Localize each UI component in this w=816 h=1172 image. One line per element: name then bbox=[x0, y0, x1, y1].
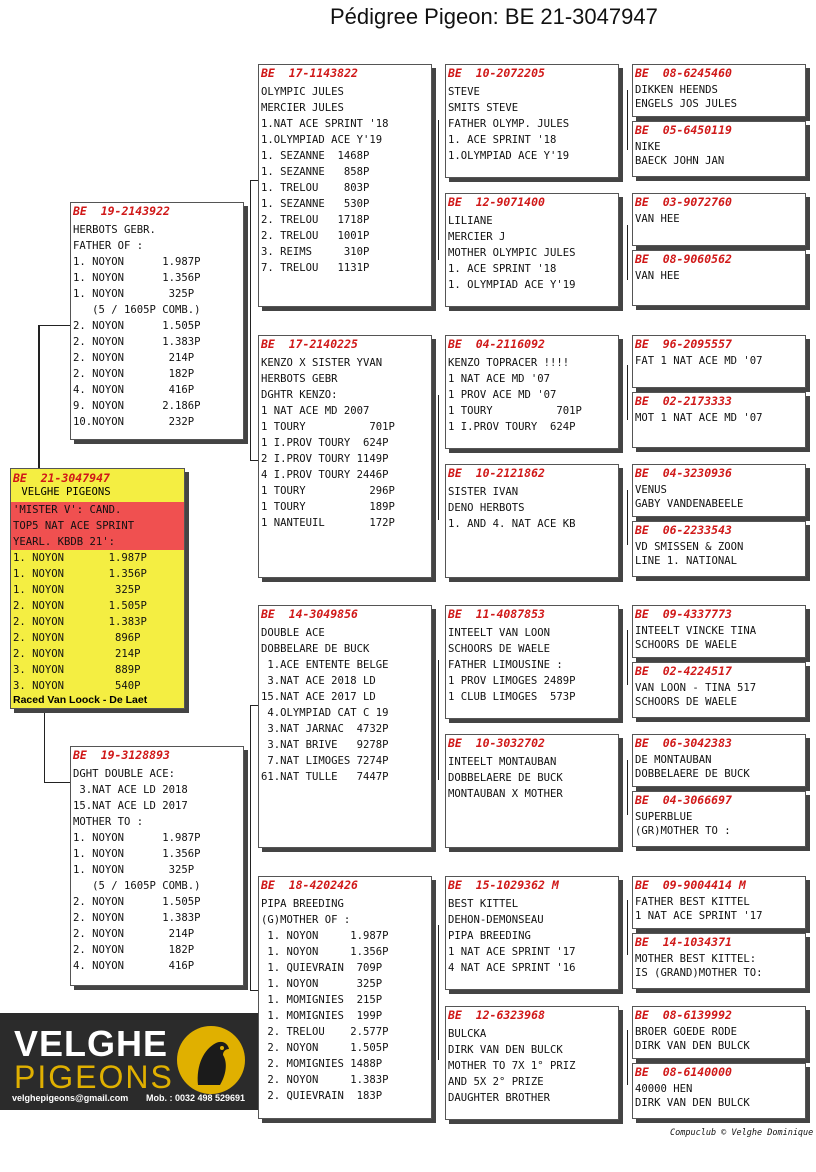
info-lines bbox=[633, 137, 805, 168]
info-lines bbox=[71, 762, 243, 974]
info-lines bbox=[446, 621, 618, 705]
info-lines bbox=[446, 480, 618, 532]
maternal-grandfather-card[interactable] bbox=[258, 605, 432, 848]
ancestor-card[interactable] bbox=[445, 734, 619, 848]
connector bbox=[250, 460, 258, 461]
ancestor-card[interactable] bbox=[632, 734, 806, 787]
connector bbox=[250, 990, 258, 991]
info-line: MOTHER OLYMPIC JULES bbox=[448, 247, 576, 259]
info-line: VAN HEE bbox=[635, 213, 680, 225]
info-line: AND 5X 2° PRIZE bbox=[448, 1076, 544, 1088]
result-line: 2. NOYON 896P bbox=[13, 632, 141, 644]
info-line: 1. NOYON 325P bbox=[73, 288, 195, 300]
connector bbox=[438, 660, 439, 780]
info-line: 3.NAT ACE 2018 LD bbox=[261, 675, 376, 687]
ring-number: BE 11-4087853 bbox=[448, 607, 545, 621]
info-line: FAT 1 NAT ACE MD '07 bbox=[635, 355, 763, 367]
result-line: 2. NOYON 1.505P bbox=[13, 600, 147, 612]
connector bbox=[38, 325, 40, 470]
info-lines bbox=[633, 537, 805, 568]
father-card[interactable] bbox=[70, 202, 244, 440]
info-line: 10.NOYON 232P bbox=[73, 416, 195, 428]
info-lines bbox=[633, 408, 805, 425]
info-line: 2. NOYON 1.383P bbox=[73, 336, 201, 348]
ancestor-card[interactable] bbox=[632, 1063, 806, 1119]
ancestor-card[interactable] bbox=[632, 933, 806, 989]
info-line: 1. NOYON 325P bbox=[73, 864, 195, 876]
info-line: 4. NOYON 416P bbox=[73, 384, 195, 396]
info-line: 2. NOYON 182P bbox=[73, 944, 195, 956]
info-line: LINE 1. NATIONAL bbox=[635, 555, 738, 567]
info-line: 4.OLYMPIAD CAT C 19 bbox=[261, 707, 389, 719]
owner-name: VELGHE PIGEONS bbox=[15, 486, 111, 498]
info-line: 1 TOURY 701P bbox=[448, 405, 582, 417]
ancestor-card[interactable] bbox=[445, 464, 619, 578]
info-line: 61.NAT TULLE 7447P bbox=[261, 771, 389, 783]
info-line: 2. NOYON 1.505P bbox=[73, 320, 201, 332]
info-line: 2. TRELOU 1718P bbox=[261, 214, 370, 226]
info-line: 7.NAT LIMOGES 7274P bbox=[261, 755, 389, 767]
info-line: FATHER LIMOUSINE : bbox=[448, 659, 563, 671]
ring-number: BE 04-2116092 bbox=[448, 337, 545, 351]
info-line: 1 PROV LIMOGES 2489P bbox=[448, 675, 576, 687]
connector bbox=[44, 782, 70, 783]
info-line: 1.ACE ENTENTE BELGE bbox=[261, 659, 389, 671]
info-lines bbox=[633, 678, 805, 709]
info-line: 2. NOYON 1.383P bbox=[261, 1074, 389, 1086]
ring-number: BE 19-2143922 bbox=[73, 204, 170, 218]
ancestor-card[interactable] bbox=[632, 791, 806, 847]
result-line: 3. NOYON 889P bbox=[13, 664, 141, 676]
info-lines bbox=[446, 351, 618, 435]
info-line: 1 TOURY 189P bbox=[261, 501, 395, 513]
info-line: (GR)MOTHER TO : bbox=[635, 825, 731, 837]
info-line: 1 CLUB LIMOGES 573P bbox=[448, 691, 576, 703]
info-line: 2. TRELOU 2.577P bbox=[261, 1026, 389, 1038]
pigeon-icon bbox=[176, 1025, 246, 1095]
info-line: PIPA BREEDING bbox=[448, 930, 531, 942]
info-line: DE MONTAUBAN bbox=[635, 754, 712, 766]
info-line: DEHON-DEMONSEAU bbox=[448, 914, 544, 926]
info-line: SCHOORS DE WAELE bbox=[635, 639, 738, 651]
info-line: INTEELT MONTAUBAN bbox=[448, 756, 557, 768]
info-line: HERBOTS GEBR bbox=[261, 373, 338, 385]
result-line: 1. NOYON 325P bbox=[13, 584, 141, 596]
info-line: GABY VANDENABEELE bbox=[635, 498, 744, 510]
info-line: DIKKEN HEENDS bbox=[635, 84, 718, 96]
info-line: FATHER BEST KITTEL bbox=[635, 896, 750, 908]
logo-word-pigeons: PIGEONS bbox=[14, 1059, 174, 1095]
info-lines bbox=[633, 480, 805, 511]
connector bbox=[627, 365, 628, 420]
ancestor-card[interactable] bbox=[632, 64, 806, 117]
ancestor-card[interactable] bbox=[632, 464, 806, 517]
result-line: 2. NOYON 214P bbox=[13, 648, 141, 660]
info-line: FATHER OF : bbox=[73, 240, 144, 252]
info-lines bbox=[633, 1079, 805, 1110]
info-lines bbox=[633, 209, 805, 226]
ancestor-card[interactable] bbox=[445, 605, 619, 719]
logo-word-velghe: VELGHE bbox=[14, 1023, 169, 1064]
info-line: DOUBLE ACE bbox=[261, 627, 325, 639]
info-line: DENO HERBOTS bbox=[448, 502, 525, 514]
ancestor-card[interactable] bbox=[632, 876, 806, 929]
result-line: 1. NOYON 1.987P bbox=[13, 552, 147, 564]
info-line: 1.OLYMPIAD ACE Y'19 bbox=[448, 150, 570, 162]
info-line: 40000 HEN bbox=[635, 1083, 693, 1095]
info-line: 1. ACE SPRINT '18 bbox=[448, 134, 557, 146]
info-line: MERCIER JULES bbox=[261, 102, 344, 114]
paternal-grandmother-card[interactable] bbox=[258, 335, 432, 578]
connector bbox=[250, 705, 258, 706]
ring-number: BE 15-1029362 M bbox=[448, 878, 559, 892]
info-line: 1. NOYON 1.987P bbox=[73, 832, 201, 844]
info-line: 1. MOMIGNIES 199P bbox=[261, 1010, 383, 1022]
connector bbox=[438, 120, 439, 260]
ring-number: BE 14-1034371 bbox=[635, 935, 732, 949]
info-line: DIRK VAN DEN BULCK bbox=[635, 1097, 750, 1109]
ring-number: BE 21-3047947 bbox=[13, 471, 110, 485]
info-line: 7. TRELOU 1131P bbox=[261, 262, 370, 274]
connector bbox=[438, 395, 439, 520]
ancestor-card[interactable] bbox=[445, 1006, 619, 1120]
ring-number: BE 02-4224517 bbox=[635, 664, 732, 678]
connector bbox=[627, 490, 628, 545]
highlight-line: YEARL. KBDB 21': bbox=[13, 536, 116, 548]
info-line: BEST KITTEL bbox=[448, 898, 519, 910]
info-line: 1 TOURY 296P bbox=[261, 485, 395, 497]
highlight-line: TOP5 NAT ACE SPRINT bbox=[13, 520, 135, 532]
info-line: SCHOORS DE WAELE bbox=[448, 643, 551, 655]
info-line: MOTHER TO 7X 1° PRIZ bbox=[448, 1060, 576, 1072]
ring-number: BE 10-2121862 bbox=[448, 466, 545, 480]
info-line: 2. QUIEVRAIN 183P bbox=[261, 1090, 383, 1102]
highlight-line: 'MISTER V': CAND. bbox=[13, 504, 122, 516]
info-line: DGHT DOUBLE ACE: bbox=[73, 768, 176, 780]
info-lines bbox=[633, 80, 805, 111]
mother-card[interactable] bbox=[70, 746, 244, 986]
info-lines bbox=[633, 1022, 805, 1053]
info-line: LILIANE bbox=[448, 215, 493, 227]
connector bbox=[627, 1030, 628, 1085]
info-lines bbox=[633, 750, 805, 781]
info-line: 1. MOMIGNIES 215P bbox=[261, 994, 383, 1006]
page-title: Pédigree Pigeon: BE 21-3047947 bbox=[330, 4, 658, 29]
info-lines bbox=[446, 80, 618, 164]
info-line: VAN HEE bbox=[635, 270, 680, 282]
ring-number: BE 09-9004414 M bbox=[635, 878, 746, 892]
info-line: SCHOORS DE WAELE bbox=[635, 696, 738, 708]
info-line: VD SMISSEN & ZOON bbox=[635, 541, 744, 553]
info-line: DOBBELARE DE BUCK bbox=[261, 643, 370, 655]
info-line: SMITS STEVE bbox=[448, 102, 519, 114]
connector bbox=[250, 180, 258, 181]
results-list bbox=[11, 550, 184, 694]
connector bbox=[38, 325, 70, 326]
info-lines bbox=[446, 1022, 618, 1106]
info-line: 1 NAT ACE SPRINT '17 bbox=[448, 946, 576, 958]
info-line: (5 / 1605P COMB.) bbox=[73, 304, 201, 316]
result-line: 2. NOYON 1.383P bbox=[13, 616, 147, 628]
info-line: DOBBELAERE DE BUCK bbox=[448, 772, 563, 784]
ring-number: BE 18-4202426 bbox=[261, 878, 358, 892]
ancestor-card[interactable] bbox=[445, 335, 619, 449]
info-lines bbox=[633, 621, 805, 652]
info-line: 3.NAT JARNAC 4732P bbox=[261, 723, 389, 735]
ancestor-card[interactable] bbox=[632, 1006, 806, 1059]
ring-number: BE 08-9060562 bbox=[635, 252, 732, 266]
info-lines bbox=[633, 266, 805, 283]
info-line: 1. SEZANNE 1468P bbox=[261, 150, 370, 162]
info-line: 2. NOYON 182P bbox=[73, 368, 195, 380]
info-line: 2. MOMIGNIES 1488P bbox=[261, 1058, 383, 1070]
info-line: DOBBELAERE DE BUCK bbox=[635, 768, 750, 780]
info-line: SUPERBLUE bbox=[635, 811, 693, 823]
info-line: 1. NOYON 325P bbox=[261, 978, 383, 990]
info-line: 3. REIMS 310P bbox=[261, 246, 370, 258]
info-line: 1. NOYON 1.987P bbox=[73, 256, 201, 268]
ring-number: BE 14-3049856 bbox=[261, 607, 358, 621]
info-line: 1. AND 4. NAT ACE KB bbox=[448, 518, 576, 530]
ring-number: BE 17-1143822 bbox=[261, 66, 358, 80]
info-line: 1 NAT ACE MD 2007 bbox=[261, 405, 370, 417]
info-line: KENZO X SISTER YVAN bbox=[261, 357, 383, 369]
info-line: MONTAUBAN X MOTHER bbox=[448, 788, 563, 800]
info-line: STEVE bbox=[448, 86, 480, 98]
info-line: DIRK VAN DEN BULCK bbox=[448, 1044, 563, 1056]
info-lines bbox=[259, 351, 431, 531]
info-line: BROER GOEDE RODE bbox=[635, 1026, 738, 1038]
connector bbox=[438, 925, 439, 1060]
info-line: (G)MOTHER OF : bbox=[261, 914, 351, 926]
connector bbox=[44, 708, 45, 783]
info-line: 1 NANTEUIL 172P bbox=[261, 517, 395, 529]
info-lines bbox=[446, 892, 618, 976]
info-lines bbox=[259, 892, 431, 1104]
info-line: 1 NAT ACE MD '07 bbox=[448, 373, 551, 385]
info-line: HERBOTS GEBR. bbox=[73, 224, 156, 236]
info-line: FATHER OLYMP. JULES bbox=[448, 118, 570, 130]
info-line: 3.NAT BRIVE 9278P bbox=[261, 739, 389, 751]
connector bbox=[627, 225, 628, 280]
info-line: ENGELS JOS JULES bbox=[635, 98, 738, 110]
ancestor-card[interactable] bbox=[445, 64, 619, 178]
info-lines bbox=[633, 949, 805, 980]
info-line: MOTHER BEST KITTEL: bbox=[635, 953, 757, 965]
info-line: 1. SEZANNE 530P bbox=[261, 198, 370, 210]
info-line: INTEELT VINCKE TINA bbox=[635, 625, 757, 637]
ancestor-card[interactable] bbox=[632, 392, 806, 448]
info-line: 4. NOYON 416P bbox=[73, 960, 195, 972]
ring-number: BE 12-6323968 bbox=[448, 1008, 545, 1022]
info-line: KENZO TOPRACER !!!! bbox=[448, 357, 570, 369]
ancestor-card[interactable] bbox=[632, 521, 806, 577]
info-lines bbox=[633, 892, 805, 923]
ancestor-card[interactable] bbox=[445, 193, 619, 307]
ring-number: BE 05-6450119 bbox=[635, 123, 732, 137]
ancestor-card[interactable] bbox=[632, 121, 806, 177]
info-line: 4 I.PROV TOURY 2446P bbox=[261, 469, 389, 481]
connector bbox=[627, 90, 628, 150]
info-line: INTEELT VAN LOON bbox=[448, 627, 551, 639]
info-line: 1. NOYON 1.356P bbox=[73, 272, 201, 284]
ring-number: BE 19-3128893 bbox=[73, 748, 170, 762]
contact-email: velghepigeons@gmail.com bbox=[12, 1093, 129, 1103]
info-lines bbox=[633, 807, 805, 838]
ring-number: BE 04-3230936 bbox=[635, 466, 732, 480]
info-line: VENUS bbox=[635, 484, 667, 496]
info-line: 1.NAT ACE SPRINT '18 bbox=[261, 118, 389, 130]
info-line: 1 I.PROV TOURY 624P bbox=[261, 437, 389, 449]
ancestor-card[interactable] bbox=[632, 605, 806, 658]
result-line: 1. NOYON 1.356P bbox=[13, 568, 147, 580]
info-line: VAN LOON - TINA 517 bbox=[635, 682, 757, 694]
info-line: 15.NAT ACE 2017 LD bbox=[261, 691, 376, 703]
info-line: 1. SEZANNE 858P bbox=[261, 166, 370, 178]
info-lines bbox=[446, 750, 618, 802]
paternal-grandfather-card[interactable] bbox=[258, 64, 432, 307]
connector bbox=[627, 900, 628, 955]
info-line: 1 PROV ACE MD '07 bbox=[448, 389, 557, 401]
info-line: 2. TRELOU 1001P bbox=[261, 230, 370, 242]
info-line: 1. NOYON 1.356P bbox=[261, 946, 389, 958]
info-line: 2 I.PROV TOURY 1149P bbox=[261, 453, 389, 465]
info-line: 2. NOYON 214P bbox=[73, 352, 195, 364]
info-line: NIKE bbox=[635, 141, 661, 153]
highlight-block bbox=[11, 502, 184, 550]
info-line: MOT 1 NAT ACE MD '07 bbox=[635, 412, 763, 424]
info-lines bbox=[259, 80, 431, 276]
ancestor-card[interactable] bbox=[445, 876, 619, 990]
info-lines bbox=[446, 209, 618, 293]
ring-number: BE 12-9071400 bbox=[448, 195, 545, 209]
info-line: 2. NOYON 214P bbox=[73, 928, 195, 940]
ancestor-card[interactable] bbox=[632, 250, 806, 306]
info-line: 1. TRELOU 803P bbox=[261, 182, 370, 194]
info-line: DIRK VAN DEN BULCK bbox=[635, 1040, 750, 1052]
connector bbox=[627, 630, 628, 685]
info-line: PIPA BREEDING bbox=[261, 898, 344, 910]
velghe-pigeons-logo bbox=[0, 1013, 258, 1110]
info-line: 2. NOYON 1.505P bbox=[261, 1042, 389, 1054]
info-line: 2. NOYON 1.505P bbox=[73, 896, 201, 908]
ring-number: BE 17-2140225 bbox=[261, 337, 358, 351]
main-pigeon-card[interactable] bbox=[10, 468, 185, 709]
info-line: 1.OLYMPIAD ACE Y'19 bbox=[261, 134, 383, 146]
footer-credit: Compuclub © Velghe Dominique bbox=[670, 1128, 814, 1138]
info-line: 1. ACE SPRINT '18 bbox=[448, 263, 557, 275]
connector bbox=[250, 180, 251, 460]
ring-number: BE 10-3032702 bbox=[448, 736, 545, 750]
ring-number: BE 03-9072760 bbox=[635, 195, 732, 209]
ancestor-card[interactable] bbox=[632, 193, 806, 246]
info-line: SISTER IVAN bbox=[448, 486, 519, 498]
info-line: OLYMPIC JULES bbox=[261, 86, 344, 98]
info-line: 1 I.PROV TOURY 624P bbox=[448, 421, 576, 433]
ring-number: BE 08-6245460 bbox=[635, 66, 732, 80]
info-line: BULCKA bbox=[448, 1028, 487, 1040]
ring-number: BE 06-2233543 bbox=[635, 523, 732, 537]
ring-number: BE 09-4337773 bbox=[635, 607, 732, 621]
info-line: DGHTR KENZO: bbox=[261, 389, 338, 401]
info-line: 2. NOYON 1.383P bbox=[73, 912, 201, 924]
ring-number: BE 04-3066697 bbox=[635, 793, 732, 807]
maternal-grandmother-card[interactable] bbox=[258, 876, 432, 1119]
info-lines bbox=[633, 351, 805, 368]
ring-number: BE 06-3042383 bbox=[635, 736, 732, 750]
info-line: 4 NAT ACE SPRINT '16 bbox=[448, 962, 576, 974]
ancestor-card[interactable] bbox=[632, 335, 806, 388]
info-line: BAECK JOHN JAN bbox=[635, 155, 725, 167]
connector bbox=[627, 760, 628, 815]
info-line: DAUGHTER BROTHER bbox=[448, 1092, 551, 1104]
info-line: 15.NAT ACE LD 2017 bbox=[73, 800, 188, 812]
info-line: IS (GRAND)MOTHER TO: bbox=[635, 967, 763, 979]
ring-number: BE 10-2072205 bbox=[448, 66, 545, 80]
info-line: 9. NOYON 2.186P bbox=[73, 400, 201, 412]
info-line: MOTHER TO : bbox=[73, 816, 144, 828]
info-line: (5 / 1605P COMB.) bbox=[73, 880, 201, 892]
info-lines bbox=[259, 621, 431, 785]
info-lines bbox=[71, 218, 243, 430]
info-line: 1 TOURY 701P bbox=[261, 421, 395, 433]
info-line: 1 NAT ACE SPRINT '17 bbox=[635, 910, 763, 922]
ring-number: BE 08-6140000 bbox=[635, 1065, 732, 1079]
info-line: 1. QUIEVRAIN 709P bbox=[261, 962, 383, 974]
info-line: 1. NOYON 1.356P bbox=[73, 848, 201, 860]
ring-number: BE 96-2095557 bbox=[635, 337, 732, 351]
info-line: 1. NOYON 1.987P bbox=[261, 930, 389, 942]
ring-number: BE 08-6139992 bbox=[635, 1008, 732, 1022]
connector bbox=[250, 705, 251, 990]
ancestor-card[interactable] bbox=[632, 662, 806, 718]
result-line: 3. NOYON 540P bbox=[13, 680, 141, 692]
info-line: MERCIER J bbox=[448, 231, 506, 243]
info-line: 3.NAT ACE LD 2018 bbox=[73, 784, 188, 796]
info-line: 1. OLYMPIAD ACE Y'19 bbox=[448, 279, 576, 291]
raced-by: Raced Van Loock - De Laet bbox=[13, 694, 148, 706]
contact-mobile: Mob. : 0032 498 529691 bbox=[146, 1093, 246, 1103]
ring-number: BE 02-2173333 bbox=[635, 394, 732, 408]
